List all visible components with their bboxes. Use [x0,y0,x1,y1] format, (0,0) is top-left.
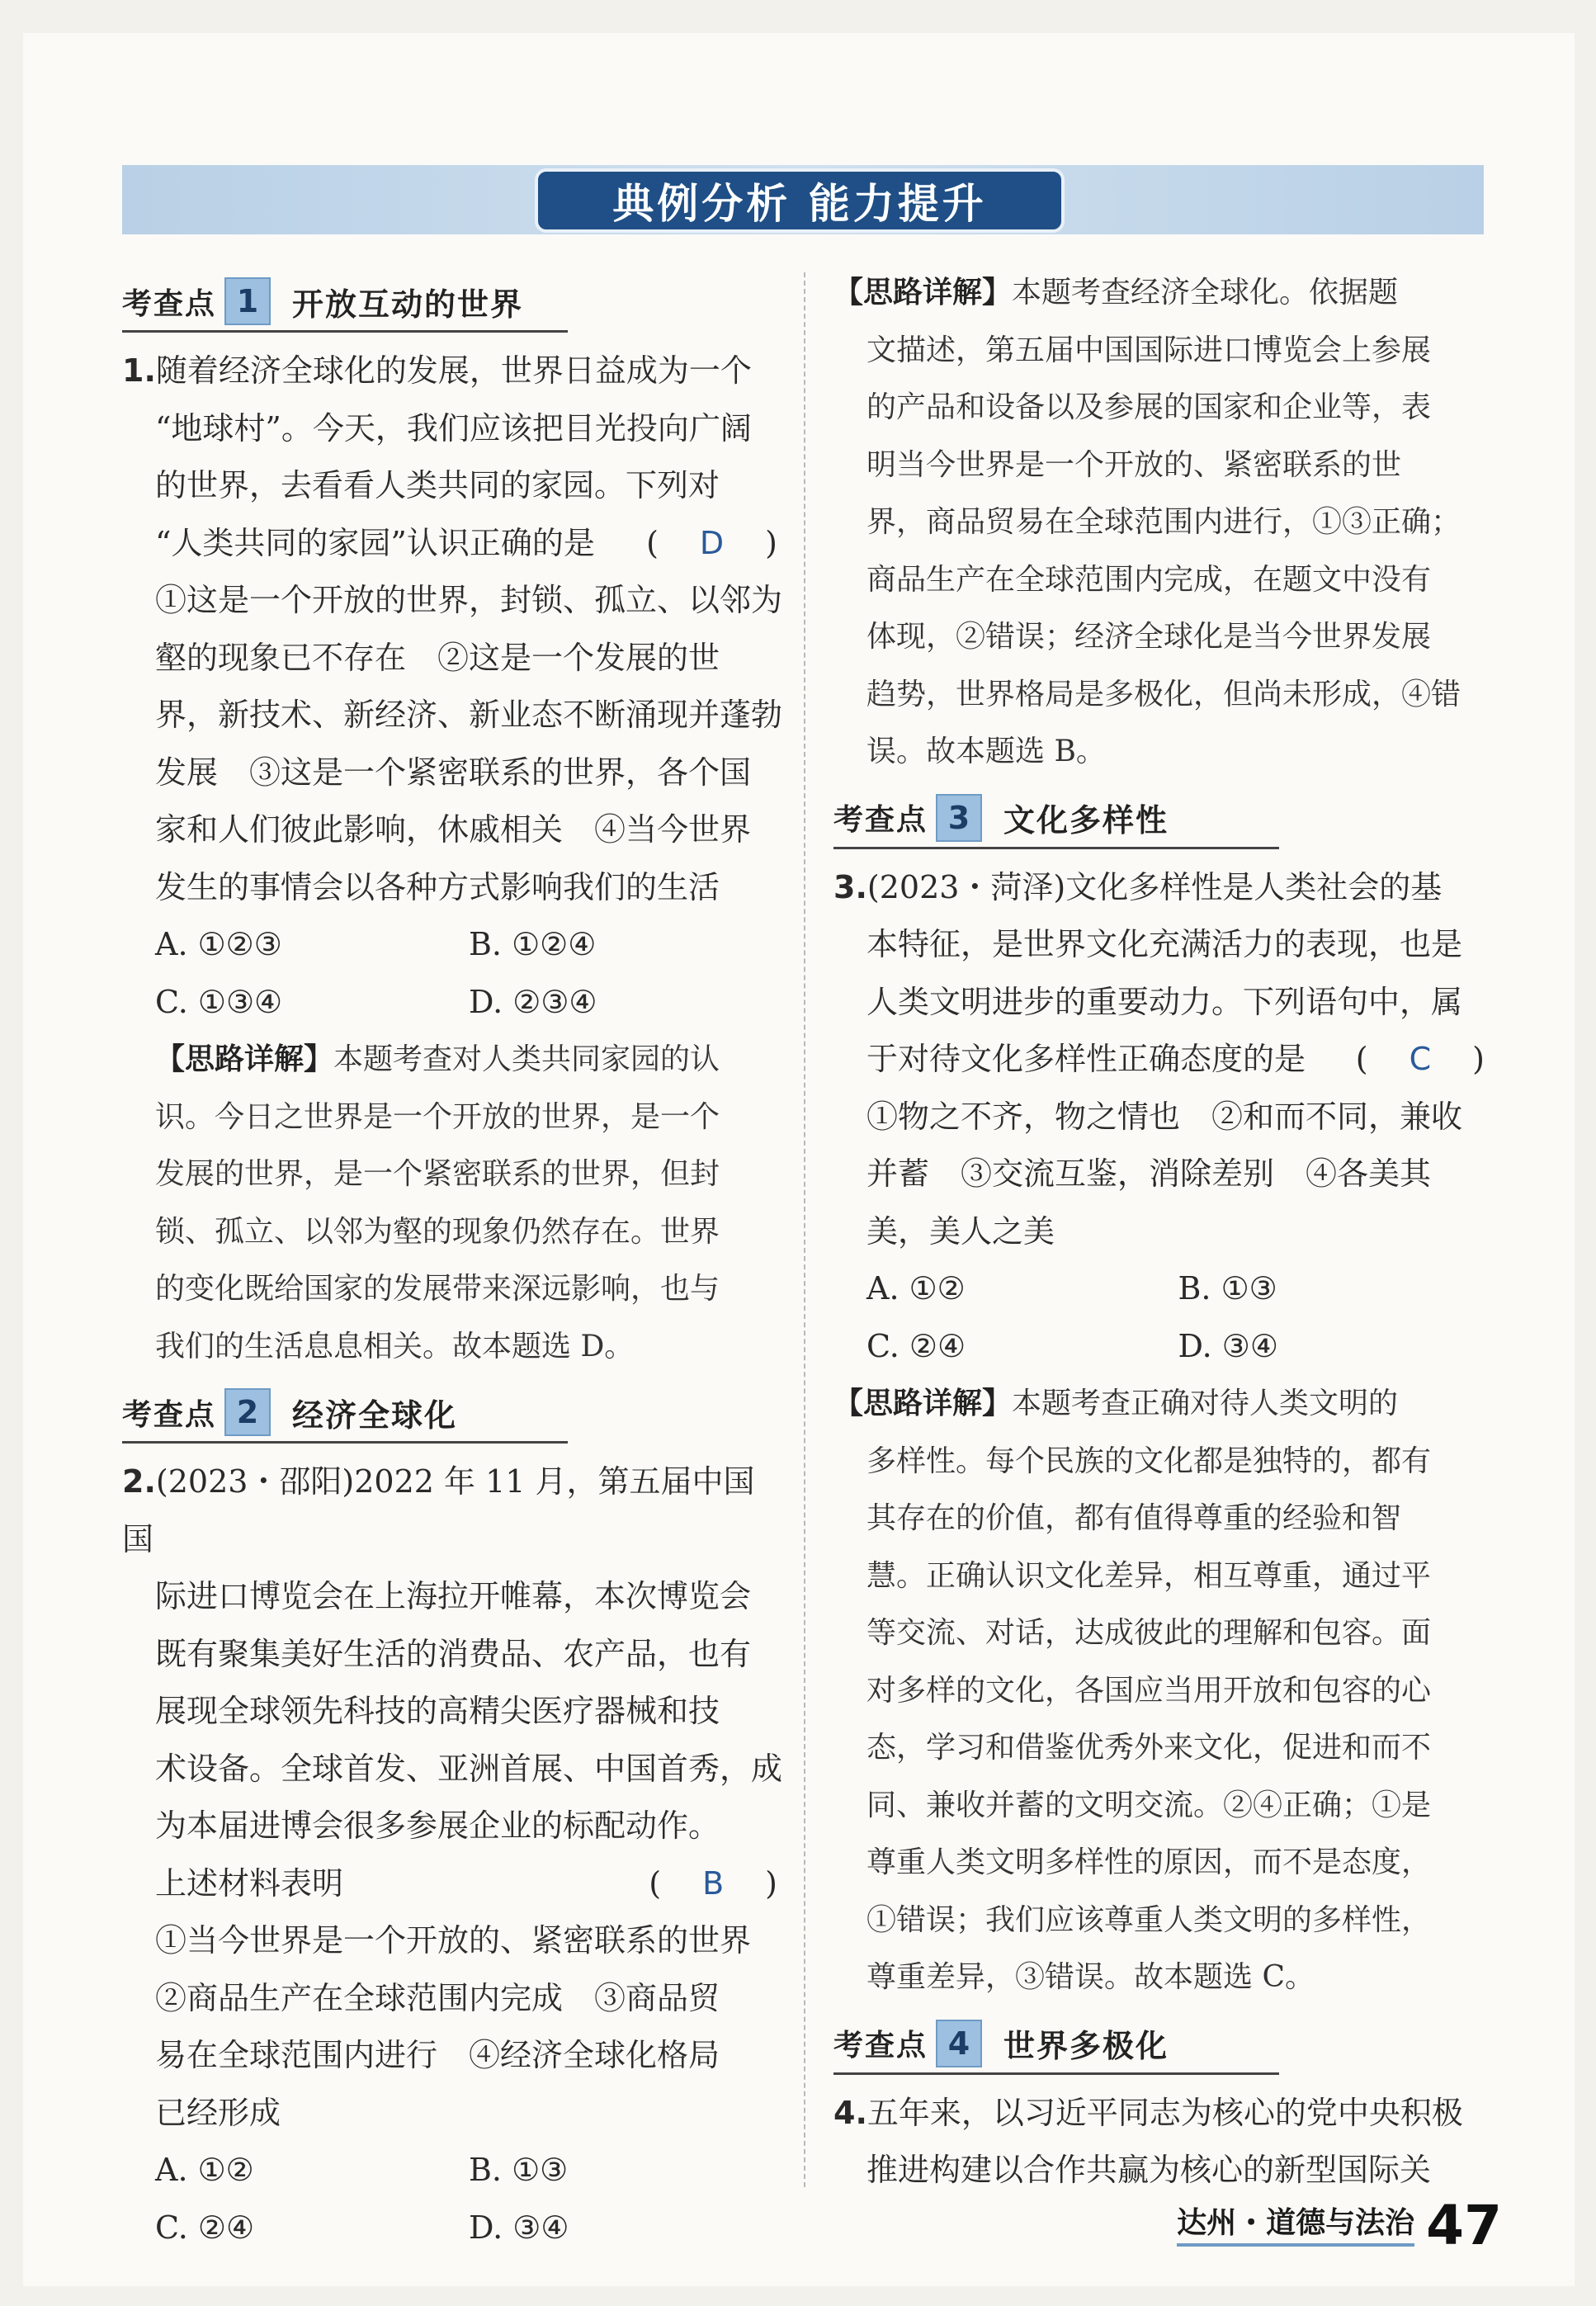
statement-line: 美，美人之美 [866,1212,1055,1250]
question-1 [122,343,782,1031]
answer-letter: B [702,1864,730,1902]
option-b: B. ①③ [469,2152,569,2188]
question-text: “人类共同的家园”认识正确的是 [155,524,595,561]
explanation-1 [122,1031,782,1375]
explanation-text: 本题考查正确对待人类文明的 [1012,1387,1399,1420]
statement-line: 已经形成 [155,2094,281,2131]
options-row [122,974,782,1032]
answer-bracket: ( C ) [1355,1041,1490,1077]
answer-bracket: ( D ) [646,524,782,561]
question-text: “地球村”。今天，我们应该把目光投向广阔 [155,409,752,447]
explanation-text: 我们的生活息息相关。故本题选 D。 [155,1329,635,1363]
question-text: 既有聚集美好生活的消费品、农产品，也有 [155,1635,752,1672]
column-divider [804,272,805,2187]
option-c: C. ②④ [866,1327,966,1364]
statement-line: 易在全球范围内进行 ④经济全球化格局 [155,2037,720,2073]
question-number: 2. [122,1463,156,1500]
section-label: 考查点 [122,286,217,321]
statement-line: 家和人们彼此影响，休戚相关 ④当今世界 [155,811,752,848]
option-b: B. ①②④ [469,926,597,962]
options-row [833,1318,1490,1376]
explanation-text: 的变化既给国家的发展带来深远影响，也与 [155,1272,720,1306]
page-footer [1139,2179,1502,2257]
explanation-text: 同、兼收并蓄的文明交流。②④正确；①是 [866,1788,1432,1822]
section-number: 3 [936,794,982,842]
section-label: 考查点 [833,803,928,837]
option-b: B. ①③ [1178,1270,1277,1307]
explanation-text: 商品生产在全球范围内完成，在题文中没有 [866,562,1432,597]
question-text: 推进构建以合作共赢为核心的新型国际关 [866,2152,1432,2188]
section-title: 经济全球化 [292,1396,458,1434]
statement-line: ①物之不齐，物之情也 ②和而不同，兼收 [866,1098,1463,1135]
options-row [122,916,782,974]
explanation-text: 态，学习和借鉴优秀外来文化，促进和而不 [866,1731,1432,1765]
section-number: 1 [224,277,271,325]
explanation-label: 【思路详解】 [155,1042,334,1076]
section-title: 文化多样性 [1003,802,1169,839]
section-number: 2 [224,1388,271,1436]
question-text: (2023・邵阳)2022 年 11 月，第五届中国国 [122,1463,755,1557]
explanation-text: 多样性。每个民族的文化都是独特的，都有 [866,1444,1432,1478]
question-number: 1. [122,352,156,389]
statement-line: 发展 ③这是一个紧密联系的世界，各个国 [155,754,752,791]
section-title: 世界多极化 [1003,2028,1169,2064]
option-a: A. ①② [155,2152,254,2188]
statement-line: 发生的事情会以各种方式影响我们的生活 [155,868,720,905]
explanation-text: 本题考查经济全球化。依据题 [1012,276,1399,310]
page-number: 47 [1426,2194,1502,2257]
statement-line: ①当今世界是一个开放的、紧密联系的世界 [155,1922,752,1959]
options-row [833,1260,1490,1318]
explanation-text: 误。故本题选 B。 [866,735,1106,768]
explanation-text: 的产品和设备以及参展的国家和企业等，表 [866,390,1432,424]
question-text: (2023・菏泽)文化多样性是人类社会的基 [866,868,1443,905]
explanation-text: 界，商品贸易在全球范围内进行，①③正确； [866,505,1461,539]
section-label: 考查点 [833,2029,928,2063]
question-text: 上述材料表明 [155,1864,344,1902]
explanation-text: 锁、孤立、以邻为壑的现象仍然存在。世界 [155,1214,720,1249]
explanation-3 [833,1375,1490,2006]
section-label: 考查点 [122,1397,217,1432]
option-a: A. ①②③ [155,926,282,962]
statement-line: ②商品生产在全球范围内完成 ③商品贸 [155,1979,720,2016]
option-c: C. ①③④ [155,983,283,1020]
question-number: 4. [833,2094,867,2131]
explanation-text: 等交流、对话，达成彼此的理解和包容。面 [866,1616,1432,1650]
explanation-text: 慧。正确认识文化差异，相互尊重，通过平 [866,1558,1432,1593]
section-heading [833,789,1279,849]
question-text: 于对待文化多样性正确态度的是 [866,1041,1306,1077]
section-title: 开放互动的世界 [292,286,524,323]
answer-bracket: ( B ) [649,1864,782,1902]
question-text: 随着经济全球化的发展，世界日益成为一个 [155,352,752,389]
question-text: 人类文明进步的重要动力。下列语句中，属 [866,983,1463,1020]
question-text: 际进口博览会在上海拉开帷幕，本次博览会 [155,1578,752,1614]
explanation-text: 趋势，世界格局是多极化，但尚未形成，④错 [866,677,1461,711]
option-c: C. ②④ [155,2209,255,2246]
explanation-text: 发展的世界，是一个紧密联系的世界，但封 [155,1157,720,1191]
explanation-label: 【思路详解】 [833,276,1013,310]
explanation-text: 尊重差异，③错误。故本题选 C。 [866,1960,1315,1994]
left-column [122,264,782,2256]
answer-letter: D [699,524,730,561]
explanation-text: 文描述，第五届中国国际进口博览会上参展 [866,333,1432,367]
option-d: D. ②③④ [469,983,597,1020]
explanation-text: 其存在的价值，都有值得尊重的经验和智 [866,1501,1402,1535]
options-row [122,2200,782,2257]
statement-line: 界，新技术、新经济、新业态不断涌现并蓬勃 [155,697,783,733]
question-text: 展现全球领先科技的高精尖医疗器械和技 [155,1693,720,1729]
explanation-text: 体现，②错误；经济全球化是当今世界发展 [866,620,1432,654]
question-text: 本特征，是世界文化充满活力的表现，也是 [866,926,1463,962]
question-2 [122,1453,782,2256]
explanation-text: 识。今日之世界是一个开放的世界，是一个 [155,1099,720,1134]
question-text: 为本届进博会很多参展企业的标配动作。 [155,1807,720,1844]
section-heading [122,1383,568,1444]
statement-line: 壑的现象已不存在 ②这是一个发展的世 [155,639,720,676]
section-heading [833,2015,1279,2075]
question-3 [833,859,1490,1376]
footer-subject: 达州・道德与法治 [1177,2200,1414,2247]
statement-line: ①这是一个开放的世界，封锁、孤立、以邻为 [155,582,783,618]
explanation-text: 尊重人类文明多样性的原因，而不是态度， [866,1845,1432,1879]
question-text: 的世界，去看看人类共同的家园。下列对 [155,467,720,503]
question-stem-end [122,515,782,573]
question-number: 3. [833,868,867,905]
option-a: A. ①② [866,1270,966,1307]
options-row [122,2142,782,2200]
option-d: D. ③④ [1178,1327,1278,1364]
answer-letter: C [1409,1041,1437,1077]
header-title: 典例分析 能力提升 [535,168,1065,233]
explanation-text: 本题考查对人类共同家园的认 [333,1042,720,1076]
section-heading [122,272,568,333]
question-text: 术设备。全球首发、亚洲首展、中国首秀，成 [155,1750,783,1787]
explanation-text: ①错误；我们应该尊重人类文明的多样性， [866,1902,1432,1937]
question-text: 五年来，以习近平同志为核心的党中央积极 [866,2094,1463,2131]
statement-line: 并蓄 ③交流互鉴，消除差别 ④各美其 [866,1155,1432,1192]
question-stem-end [122,1855,782,1913]
explanation-text: 对多样的文化，各国应当用开放和包容的心 [866,1673,1432,1708]
right-column [833,264,1490,2200]
explanation-label: 【思路详解】 [833,1387,1013,1420]
question-stem-end [833,1031,1490,1089]
option-d: D. ③④ [469,2209,569,2246]
section-number: 4 [936,2020,982,2067]
explanation-2 [833,264,1490,781]
explanation-text: 明当今世界是一个开放的、紧密联系的世 [866,447,1402,482]
